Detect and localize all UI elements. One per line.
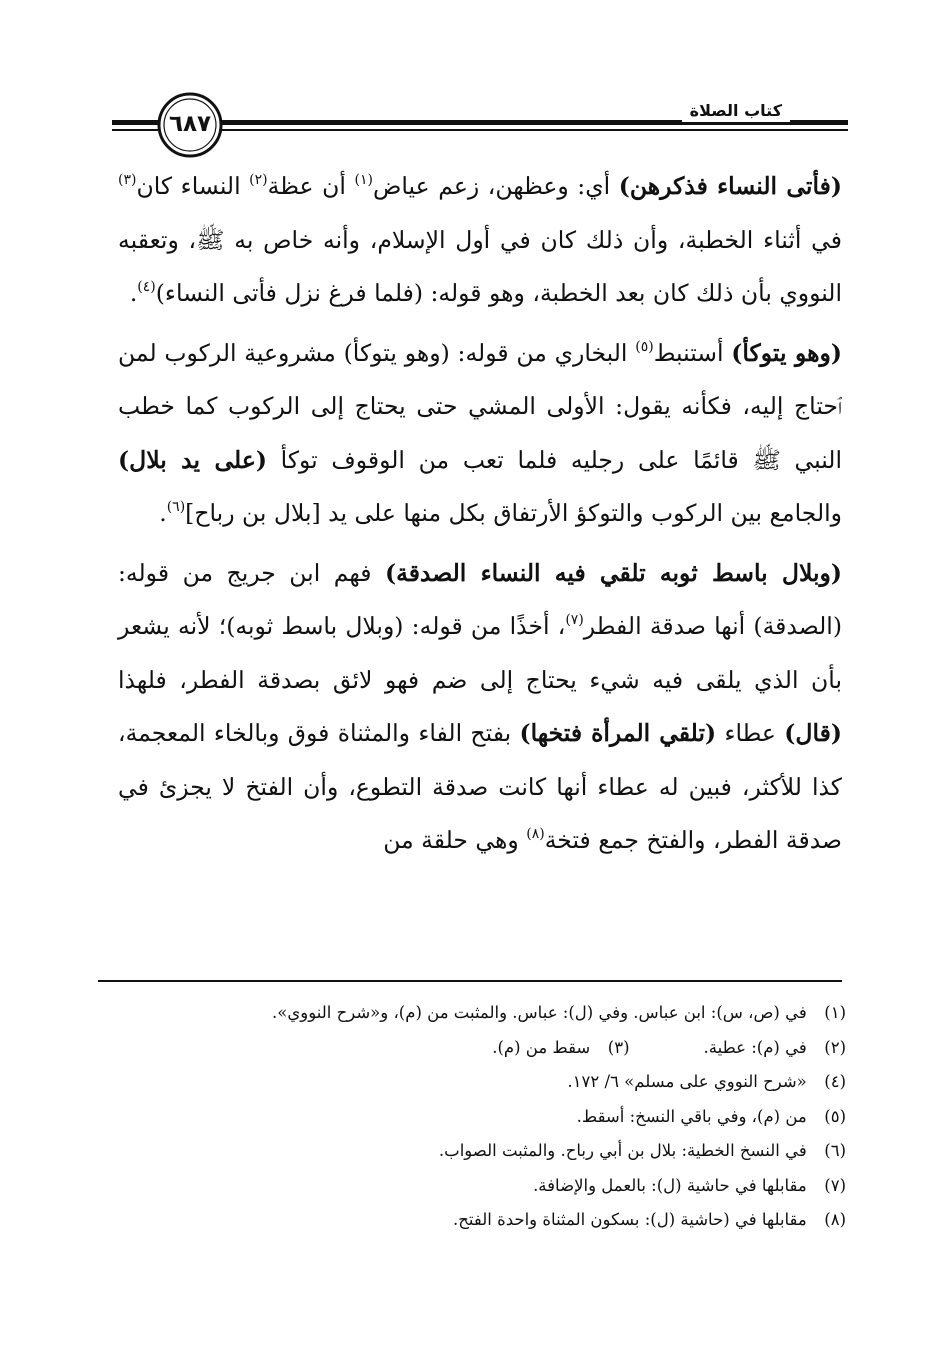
footnote xyxy=(106,1203,846,1238)
footnote-number: (٦) xyxy=(824,1141,846,1160)
commentary-text: أي: وعظهن، زعم عياض xyxy=(372,172,619,200)
footnote xyxy=(106,1065,846,1100)
footnote xyxy=(106,1100,846,1135)
quoted-matn: (وبلال باسط ثوبه تلقي فيه النساء الصدقة) xyxy=(384,558,842,587)
quoted-matn: (وهو يتوكأ) xyxy=(731,338,843,367)
quoted-matn: (قال) xyxy=(784,719,842,747)
commentary-text: وهي حلقة من xyxy=(383,826,527,854)
paragraph xyxy=(118,547,842,868)
quoted-matn: (على يد بلال) xyxy=(118,445,267,474)
commentary-text: ، أخذًا من قوله: (وبلال باسط ثوبه)؛ لأنه يشعر بأن الذي يلقى فيه شيء يحتاج إلى ضم فهو لائق بصدقة الفطر، فلهذا xyxy=(118,612,842,694)
footnote-number: (٣) xyxy=(607,1037,630,1057)
quoted-matn: (فأتى النساء فذكرهن) xyxy=(618,172,842,200)
commentary-text: . xyxy=(129,279,138,307)
footnote-text: مقابلها في (حاشية (ل): بسكون المثناة واحدة الفتح. xyxy=(453,1210,807,1229)
footnote-marker[interactable]: (١) xyxy=(354,172,373,188)
commentary-text: فهم ابن جريج من قوله: (الصدقة) أنها صدقة الفطر xyxy=(118,558,842,640)
running-title: كتاب الصلاة xyxy=(682,100,790,122)
footnote xyxy=(106,1031,846,1066)
footnote-marker[interactable]: (٢) xyxy=(249,172,268,188)
commentary-text: أستنبط xyxy=(653,338,732,367)
commentary-text: . xyxy=(159,499,167,527)
footnote-number: (٧) xyxy=(824,1175,846,1195)
footnote-number: (١) xyxy=(824,1003,846,1022)
footnotes xyxy=(106,996,846,1238)
footnote-text: مقابلها في حاشية (ل): بالعمل والإضافة. xyxy=(533,1175,807,1195)
page-number: ٦٨٧ xyxy=(168,111,212,137)
footnote-text: في (ص، س): ابن عباس. وفي (ل): عباس. والمثبت من (م)، و«شرح النووي». xyxy=(272,1003,807,1022)
paragraph xyxy=(118,327,842,541)
footnote-number: (٥) xyxy=(824,1106,846,1126)
footnote-text: من (م)، وفي باقي النسخ: أسقط. xyxy=(576,1106,807,1126)
page-header xyxy=(112,92,848,168)
footnote xyxy=(106,1134,846,1169)
commentary-text: النساء كان xyxy=(136,172,250,200)
paragraph xyxy=(118,160,842,321)
commentary-text: بفتح الفاء والمثناة فوق وبالخاء المعجمة، كذا للأكثر، فبين له عطاء أنها كانت صدقة التطوع، وأن الفتخ لا يجزئ في صدقة الفطر، والفتخ جمع فتخة xyxy=(118,719,842,854)
commentary-text: والجامع بين الركوب والتوكؤ الأرتفاق بكل منها على يد [بلال بن رباح] xyxy=(185,499,842,527)
main-text xyxy=(118,160,842,868)
footnote-marker[interactable]: (٨) xyxy=(526,826,545,842)
footnote-text: في (م): عطية. xyxy=(703,1037,807,1057)
footnote-number: (٢) xyxy=(824,1037,846,1057)
footnote-marker[interactable]: (٥) xyxy=(635,338,654,355)
footnote-marker[interactable]: (٣) xyxy=(118,172,137,188)
footnote-separator xyxy=(98,980,842,982)
commentary-text: عطاء xyxy=(716,719,785,747)
footnote-number: (٨) xyxy=(824,1210,846,1229)
footnote xyxy=(106,996,846,1031)
page-number-badge xyxy=(152,92,228,158)
footnote-marker[interactable]: (٧) xyxy=(565,612,584,628)
footnote-text: في النسخ الخطية: بلال بن أبي رباح. والمثبت الصواب. xyxy=(438,1141,807,1160)
footnote-text: «شرح النووي على مسلم» ٦/ ١٧٢. xyxy=(567,1072,807,1091)
header-rule xyxy=(204,129,848,131)
footnote xyxy=(106,1169,846,1204)
footnote-marker[interactable]: (٤) xyxy=(137,279,156,295)
quoted-matn: (تلقي المرأة فتخها) xyxy=(519,719,717,747)
commentary-text: أن عظة xyxy=(267,172,355,200)
footnote-number: (٤) xyxy=(824,1072,846,1091)
footnote-text: سقط من (م). xyxy=(492,1037,591,1057)
commentary-text: في أثناء الخطبة، وأن ذلك كان في أول الإسلام، وأنه خاص به ﷺ، وتعقبه النووي بأن ذلك كان بعد الخطبة، وهو قوله: (فلما فرغ نزل فأتى النساء) xyxy=(118,225,842,307)
commentary-text: البخاري من قوله: (وهو يتوكأ) مشروعية الركوب لمن ٱحتاج إليه، فكأنه يقول: الأولى المشي حتى يحتاج إلى الركوب كما خطب النبي ﷺ قائمًا على رجليه فلما تعب من الوقوف توكأ xyxy=(118,338,842,474)
footnote-marker[interactable]: (٦) xyxy=(166,499,186,515)
